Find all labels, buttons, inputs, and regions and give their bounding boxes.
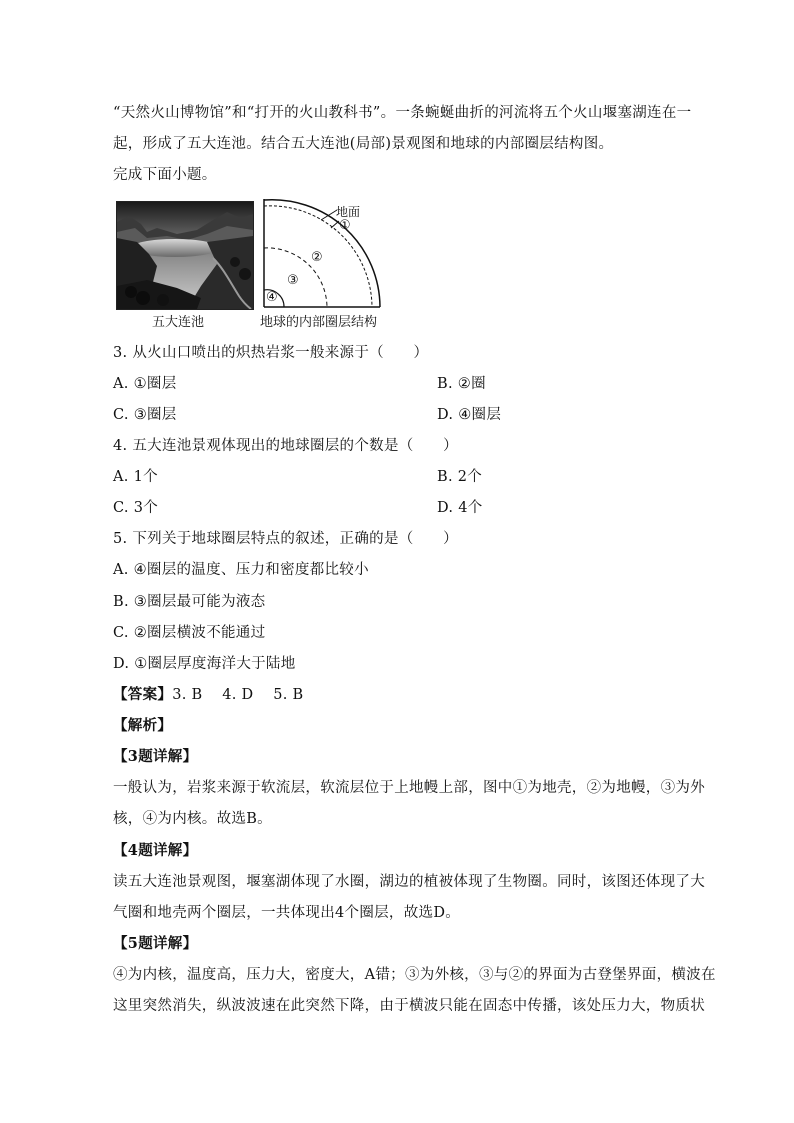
q3-option-d: D. ④圈层 (437, 407, 502, 423)
q3-analysis-heading: 【3题详解】 (113, 748, 198, 765)
q4-option-c: C. 3个 (113, 500, 159, 516)
q5-option-d: D. ①圈层厚度海洋大于陆地 (113, 656, 296, 672)
q5-analysis-line-1: ④为内核，温度高，压力大，密度大，A错；③为外核，③与②的界面为古登堡界面，横波在 (113, 967, 716, 983)
q3-option-b: B. ②圈 (437, 376, 486, 392)
q3-analysis-line-1: 一般认为，岩浆来源于软流层，软流层位于上地幔上部，图中①为地壳，②为地幔，③为外 (113, 780, 705, 796)
question-3-stem: 3. 从火山口喷出的炽热岩浆一般来源于（ ） (113, 345, 429, 361)
q4-option-a: A. 1个 (113, 469, 158, 485)
q3-option-a: A. ①圈层 (113, 376, 177, 392)
q4-analysis-line-2: 气圈和地壳两个圈层，一共体现出4个圈层，故选D。 (113, 905, 461, 921)
layer-3-label: ③ (287, 273, 299, 288)
q5-option-b: B. ③圈层最可能为液态 (113, 594, 266, 610)
wudalianchi-photo (116, 201, 254, 310)
layer-2-label: ② (311, 250, 323, 265)
answer-line (113, 685, 304, 705)
question-5-stem: 5. 下列关于地球圈层特点的叙述，正确的是（ ） (113, 531, 458, 547)
layer-1-label: ① (339, 218, 351, 233)
photo-caption: 五大连池 (152, 315, 205, 330)
q4-option-b: B. 2个 (437, 469, 483, 485)
q4-analysis-line-1: 读五大连池景观图，堰塞湖体现了水圈，湖边的植被体现了生物圈。同时，该图还体现了大 (113, 874, 705, 890)
q5-option-a: A. ④圈层的温度、压力和密度都比较小 (113, 562, 369, 578)
surface-label: 地面 (336, 205, 361, 219)
q3-analysis-line-2: 核，④为内核。故选B。 (113, 811, 272, 827)
question-4-stem: 4. 五大连池景观体现出的地球圈层的个数是（ ） (113, 438, 458, 454)
q4-analysis-heading: 【4题详解】 (113, 842, 198, 859)
analysis-heading: 【解析】 (113, 717, 173, 734)
q3-option-c: C. ③圈层 (113, 407, 177, 423)
earth-layers-diagram (263, 198, 393, 314)
diagram-caption: 地球的内部圈层结构 (260, 315, 378, 330)
q4-option-d: D. 4个 (437, 500, 483, 516)
answer-text: 3. B 4. D 5. B (172, 687, 304, 703)
q5-analysis-heading: 【5题详解】 (113, 935, 198, 952)
intro-line-2: 起，形成了五大连池。结合五大连池(局部)景观图和地球的内部圈层结构图。 (113, 136, 614, 152)
q5-analysis-line-2: 这里突然消失，纵波波速在此突然下降，由于横波只能在固态中传播，该处压力大，物质状 (113, 998, 705, 1014)
intro-line-3: 完成下面小题。 (113, 167, 217, 183)
intro-line-1: “天然火山博物馆”和“打开的火山教科书”。一条蜿蜒曲折的河流将五个火山堰塞湖连在一 (113, 105, 692, 121)
answer-tag: 【答案】 (113, 686, 173, 703)
q5-option-c: C. ②圈层横波不能通过 (113, 625, 266, 641)
layer-4-label: ④ (266, 290, 278, 305)
